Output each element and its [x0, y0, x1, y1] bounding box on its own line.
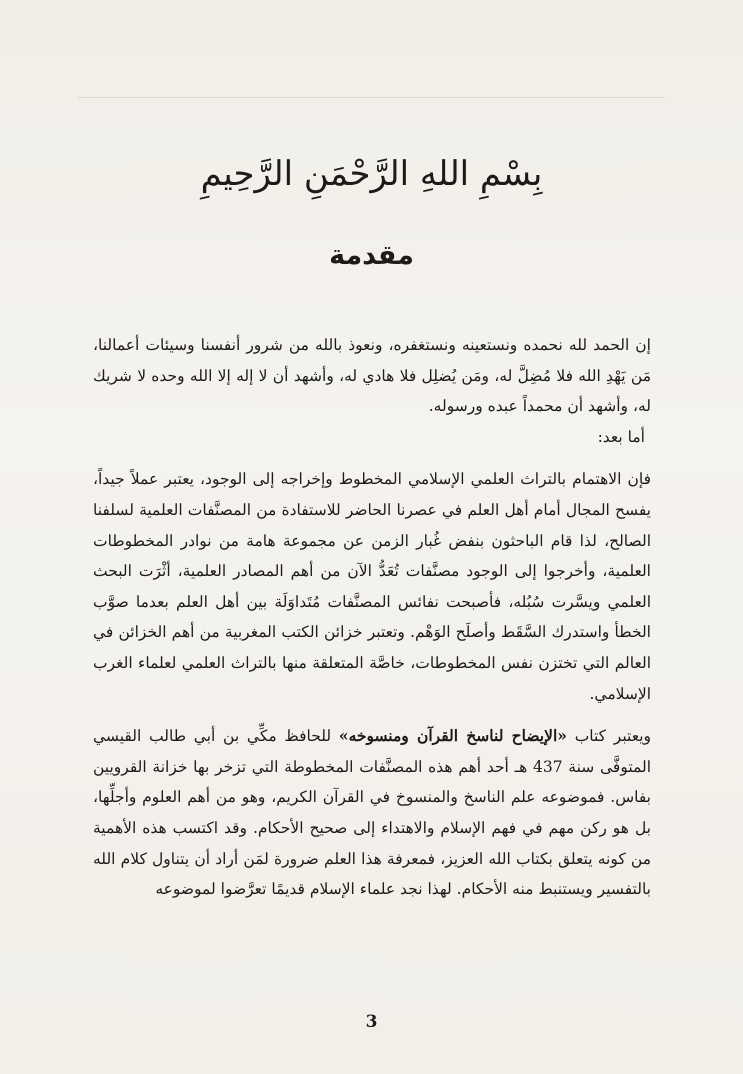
page-number: 3 — [365, 1012, 378, 1032]
bismillah: بِسْمِ اللهِ الرَّحْمَنِ الرَّحِيمِ — [200, 154, 543, 194]
paragraph-book — [93, 721, 651, 905]
paragraph-heritage: فإن الاهتمام بالتراث العلمي الإسلامي المخطوط وإخراجه إلى الوجود، يعتبر عملاً جيداً، يفسح المجال أمام أهل العلم في عصرنا الحاضر للاستفادة من المصنَّفات العلمية لسلفنا الصالح، لذا قام الباحثون بنفض غُبار الزمن عن مجموعة هامة من نوادر المخطوطات العلمية، وأخرجوا إلى الوجود مصنَّفات تُعَدُّ الآن من أهم المصادر العلمية، أثْرَت البحث العلمي ويسَّرت سُبُله، فأصبحت نفائس المصنَّفات مُتَداوَلَة بين أهل العلم بعدما صوَّب الخطأ واستدرك السَّقَط وأصلَح الوَهْم. وتعتبر خزائن الكتب المغربية من أهم الخزائن في العالم التي تختزن نفس المخطوطات، خاصَّة المتعلقة منها بالتراث العلمي لعلماء الغرب الإسلامي. — [93, 470, 651, 703]
page-title: مقدمة — [329, 240, 414, 271]
paragraph-amma-baad: أما بعد: — [597, 427, 645, 446]
header-rule — [78, 97, 665, 98]
body-text — [93, 330, 651, 905]
paragraph-book-suffix: للحافظ مكِّي بن أبي طالب القيسي المتوفَّى سنة 437 هـ أحد أهم هذه المصنَّفات المخطوطة التي تزخر بها خزانة القرويين بفاس. فموضوعه علم الناسخ والمنسوخ في القرآن الكريم، وهو من أهم العلوم وأجلِّها، بل هو ركن مهم في فهم الإسلام والاهتداء إلى صحيح الأحكام. وقد اكتسب هذه الأهمية من كونه يتعلق بكتاب الله العزيز، فمعرفة هذا العلم ضرورة لمَن أراد أن يتناول كلام الله بالتفسير ويستنبط منه الأحكام. لهذا نجد علماء الإسلام قديمًا تعرَّضوا لموضوعه — [93, 727, 651, 899]
paragraph-book-prefix: ويعتبر كتاب — [566, 727, 651, 746]
book-title: «الإيضاح لناسخ القرآن ومنسوخه» — [338, 726, 567, 746]
paragraph-opening: إن الحمد لله نحمده ونستعينه ونستغفره، ونعوذ بالله من شرور أنفسنا وسيئات أعمالنا، مَن يَهْدِ الله فلا مُضِلَّ له، ومَن يُضلِل فلا هادي له، وأشهد أن لا إله إلا الله وحده لا شريك له، وأشهد أن محمداً عبده ورسوله. — [93, 336, 651, 416]
